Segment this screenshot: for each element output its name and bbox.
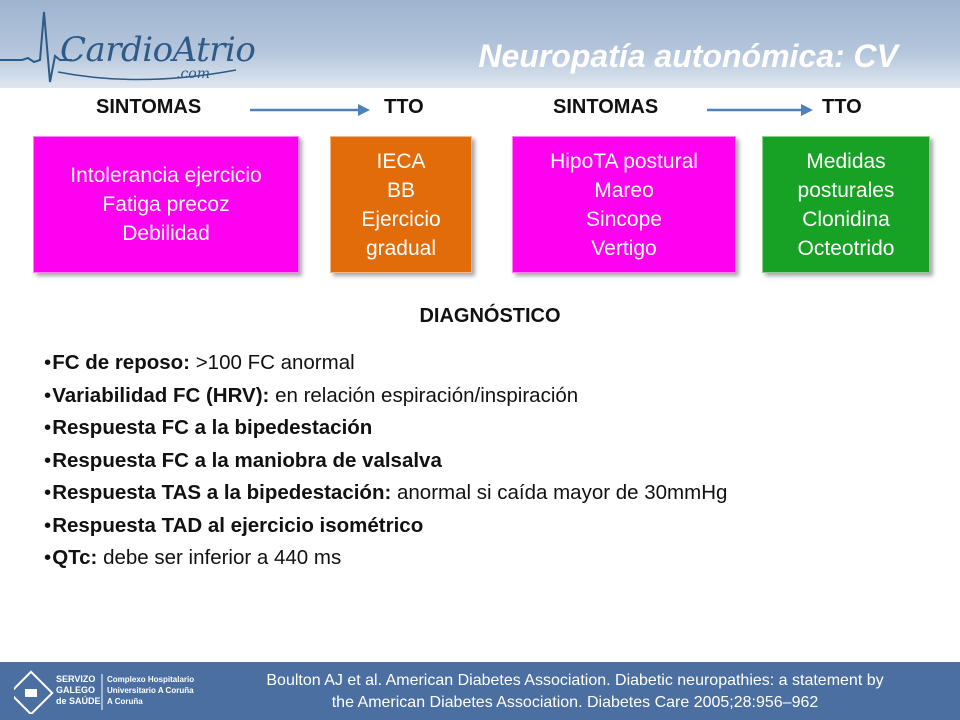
svg-text:A Coruña: A Coruña (107, 697, 143, 706)
box-line: BB (386, 178, 415, 202)
item-bold: Variabilidad FC (HRV): (52, 383, 270, 407)
list-item: •QTc: debe ser inferior a 440 ms (44, 546, 342, 569)
svg-text:de SAÚDE: de SAÚDE (56, 696, 101, 706)
list-item: •Respuesta FC a la bipedestación (44, 416, 373, 439)
list-item: •Respuesta FC a la maniobra de valsalva (44, 448, 442, 472)
label-tto-1: TTO (384, 96, 424, 118)
treatment-box-2 (762, 136, 930, 273)
slide-title: Neuropatía autonómica: CV (478, 38, 898, 74)
item-bold: QTc: (52, 546, 98, 569)
reference-citation (200, 670, 950, 714)
diagnostico-list (44, 347, 727, 575)
box-line: Vertigo (591, 236, 657, 260)
box-line: Debilidad (122, 222, 210, 245)
label-tto-2: TTO (822, 96, 862, 118)
box-line: Mareo (594, 178, 654, 202)
box-line: Ejercicio (361, 207, 441, 231)
sergas-logo (14, 670, 214, 714)
logo-wordmark: CardioAtrio (60, 30, 256, 70)
svg-text:Universitario A Coruña: Universitario A Coruña (107, 686, 194, 695)
svg-text:GALEGO: GALEGO (56, 685, 96, 695)
label-sintomas-2: SINTOMAS (553, 96, 659, 118)
list-item: •Respuesta TAD al ejercicio isométrico (44, 513, 424, 537)
list-item: •Variabilidad FC (HRV): en relación espiración/inspiración (44, 383, 579, 407)
symptoms-box-2 (512, 136, 736, 273)
item-text: en relación espiración/inspiración (269, 383, 579, 407)
list-item: •Respuesta TAS a la bipedestación: anormal si caída mayor de 30mmHg (44, 481, 728, 504)
item-text: anormal si caída mayor de 30mmHg (391, 481, 728, 504)
list-item: •FC de reposo: >100 FC anormal (44, 351, 355, 374)
arrow-right-icon (248, 96, 372, 120)
reference-line-1: Boulton AJ et al. American Diabetes Association. Diabetic neuropathies: a statement by (266, 672, 884, 689)
item-text: >100 FC anormal (190, 351, 355, 374)
box-line: Sincope (586, 207, 662, 231)
item-bold: Respuesta TAD al ejercicio isométrico (52, 513, 424, 537)
symptoms-box-1 (33, 136, 299, 273)
box-line: posturales (797, 178, 895, 202)
label-sintomas-1: SINTOMAS (96, 96, 202, 118)
box-line: Medidas (806, 149, 886, 173)
item-bold: Respuesta TAS a la bipedestación: (52, 481, 392, 504)
cardioatrio-logo (0, 0, 260, 88)
item-bold: Respuesta FC a la maniobra de valsalva (52, 448, 442, 472)
box-line: gradual (365, 236, 437, 260)
box-line: Fatiga precoz (102, 193, 230, 216)
box-line: Octeotrido (797, 236, 895, 260)
diagnostico-heading: DIAGNÓSTICO (419, 305, 561, 327)
svg-text:Complexo Hospitalario: Complexo Hospitalario (107, 675, 195, 684)
item-bold: FC de reposo: (52, 351, 191, 374)
item-text: debe ser inferior a 440 ms (97, 546, 342, 569)
box-line: Clonidina (802, 207, 890, 231)
item-bold: Respuesta FC a la bipedestación (52, 416, 373, 439)
box-line: Intolerancia ejercicio (70, 164, 262, 187)
logo-domain: .com (176, 66, 210, 82)
svg-text:SERVIZO: SERVIZO (56, 674, 96, 684)
treatment-box-1 (330, 136, 472, 273)
box-line: IECA (376, 149, 426, 173)
box-line: HipoTA postural (550, 149, 698, 173)
arrow-right-icon (705, 96, 815, 120)
reference-line-2: the American Diabetes Association. Diabetes Care 2005;28:956–962 (331, 694, 819, 711)
